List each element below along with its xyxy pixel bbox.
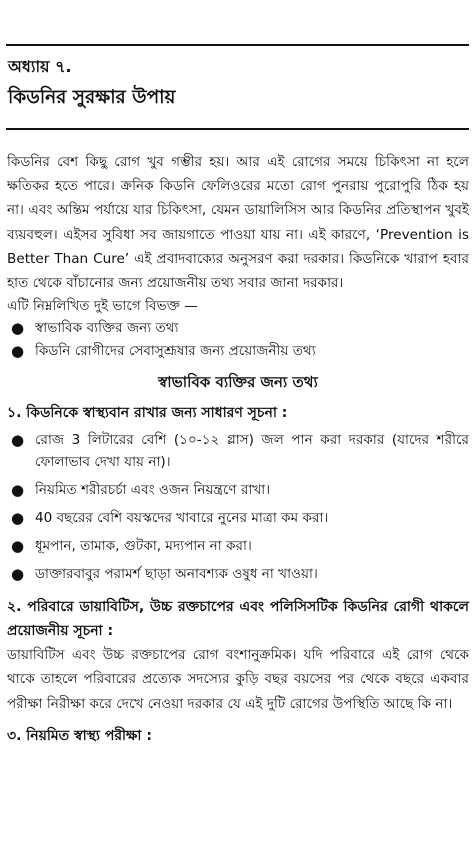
- list-item: [7, 563, 469, 585]
- list-item-text: ডাক্তারবাবুর পরামর্শ ছাড়া অনাবশ্যক ওষুধ না খাওয়া।: [35, 566, 318, 583]
- list-item: [7, 340, 469, 363]
- bullet-icon: ●: [11, 431, 25, 450]
- list-item: [7, 535, 469, 557]
- bullet-icon: ●: [11, 509, 25, 528]
- section-heading: স্বাভাবিক ব্যক্তির জন্য তথ্য: [158, 373, 318, 392]
- point-3-heading: ৩. নিয়মিত স্বাস্থ্য পরীক্ষা :: [7, 727, 152, 744]
- point-2-paragraph: ডায়াবিটিস এবং উচ্চ রক্তচাপের রোগ বংশানুক্রমিক। যদি পরিবারে এই রোগ থেকে থাকে তাহলে পরিবারের প্রত্যেক সদস্যের কুড়ি বছর বয়সের পর থেকে বছরে একবার পরীক্ষা নিরীক্ষা করে দেখে নেওয়া দরকার যে এই দুটি রোগের উপস্থিতি আছে কি না।: [7, 647, 469, 712]
- division-line: এটি নিম্নলিখিত দুই ভাগে বিভক্ত —: [7, 298, 198, 315]
- list-item-text: ধূমপান, তামাক, গুটকা, মদ্যপান না করা।: [35, 538, 252, 555]
- bullet-icon: ●: [11, 481, 25, 500]
- list-item-text: 40 বছরের বেশি বয়স্কদের খাবারে নুনের মাত্রা কম করা।: [35, 510, 329, 527]
- bullet-icon: ●: [11, 342, 25, 361]
- list-item-text: রোজ 3 লিটারের বেশি (১০-১২ গ্লাস) জল পান করা দরকার (যাদের শরীরে ফোলাভাব দেখা যায় না)।: [35, 432, 469, 471]
- list-item-text: কিডনি রোগীদের সেবাসুশ্রূষার জন্য প্রয়োজনীয় তথ্য: [35, 343, 316, 360]
- point-1-heading: ১. কিডনিকে স্বাস্থ্যবান রাখার জন্য সাধারণ সূচনা :: [7, 405, 288, 422]
- bullet-icon: ●: [11, 537, 25, 556]
- division-list: [7, 317, 469, 363]
- chapter-body: [7, 150, 469, 748]
- point-1-list: [7, 429, 469, 585]
- chapter-number: অধ্যায় ৭.: [8, 57, 72, 76]
- list-item-text: নিয়মিত শরীরচর্চা এবং ওজন নিয়ন্ত্রণে রাখা।: [35, 482, 271, 499]
- list-item-text: স্বাভাবিক ব্যক্তির জন্য তথ্য: [35, 320, 179, 337]
- list-item: [7, 479, 469, 501]
- bullet-icon: ●: [11, 319, 25, 338]
- header-bottom-rule: [6, 128, 469, 130]
- intro-paragraph: কিডনির বেশ কিছু রোগ খুব গম্ভীর হয়। আর এই রোগের সময়ে চিকিৎসা না হলে ক্ষতিকর হতে পারে। ক্রনিক কিডনি ফেলিওরের মতো রোগ পুনরায় পুরোপুরি ঠিক হয় না। এবং অন্তিম পর্যায়ে যার চিকিৎসা, যেমন ডায়ালিসিস আর কিডনির প্রতিস্থাপন খুবই ব্যয়বহুল। এইসব সুবিধা সব জায়গাতে পাওয়া যায় না। এই কারণে, ‘Prevention is Better Than Cure’ এই প্রবাদবাক্যের অনুসরণ করা দরকার। কিডনিকে খারাপ হবার হাত থেকে বাঁচানোর জন্য প্রয়োজনীয় তথ্য সবার জানা দরকার।: [7, 154, 469, 292]
- list-item: [7, 507, 469, 529]
- header-top-rule: [6, 44, 469, 46]
- point-2-heading: ২. পরিবারে ডায়াবিটিস, উচ্চ রক্তচাপের এবং পলিসিসটিক কিডনির রোগী থাকলে প্রয়োজনীয় সূচনা :: [7, 599, 469, 640]
- list-item: [7, 429, 469, 473]
- chapter-title: কিডনির সুরক্ষার উপায়: [8, 87, 176, 108]
- list-item: [7, 317, 469, 340]
- bullet-icon: ●: [11, 565, 25, 584]
